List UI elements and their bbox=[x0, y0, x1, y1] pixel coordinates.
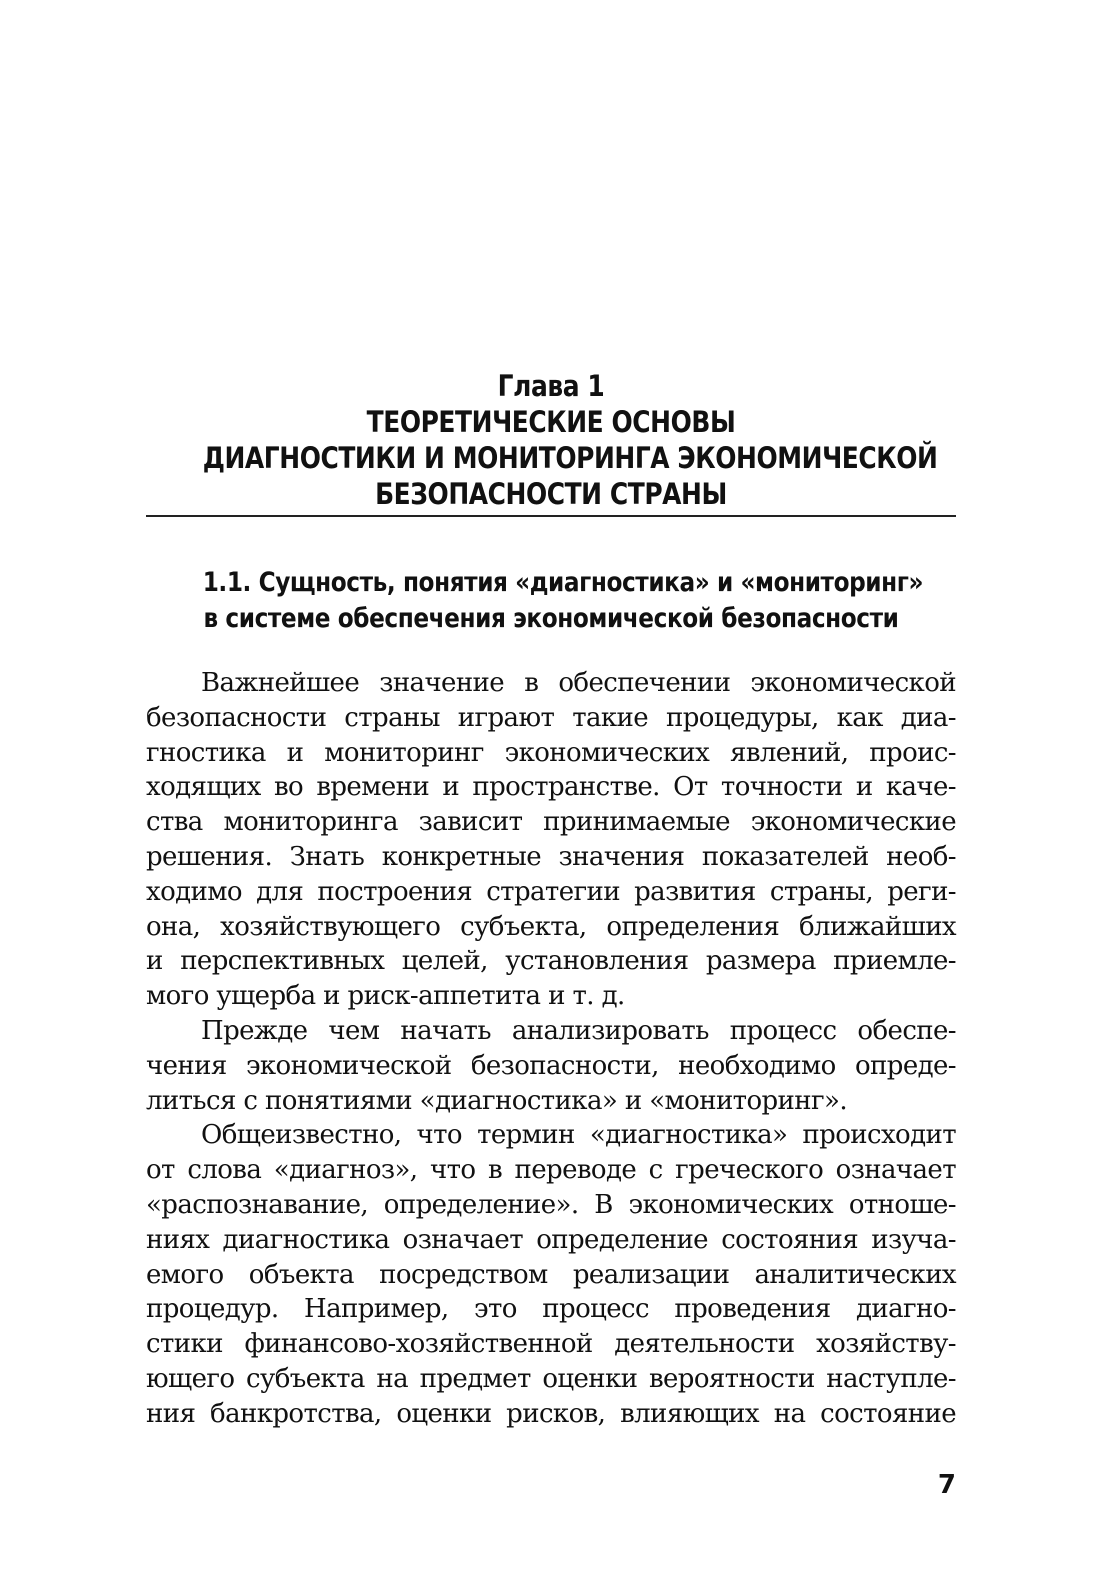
paragraph-line: Важнейшее значение в обеспечении экономической bbox=[201, 668, 956, 698]
paragraph-line: от слова «диагноз», что в переводе с греческого означает bbox=[146, 1155, 956, 1186]
paragraph-line: безопасности страны играют такие процедуры, как диа- bbox=[146, 702, 956, 733]
paragraph-line: «распознавание, определение». В экономических отноше- bbox=[146, 1189, 956, 1220]
heading-divider bbox=[146, 515, 956, 517]
paragraph-line: решения. Знать конкретные значения показателей необ- bbox=[146, 841, 956, 872]
chapter-title-line: ДИАГНОСТИКИ И МОНИТОРИНГА ЭКОНОМИЧЕСКОЙ bbox=[202, 441, 938, 475]
paragraph-line: гностика и мониторинг экономических явлений, проис- bbox=[146, 737, 956, 768]
paragraph-line: и перспективных целей, установления размера приемле- bbox=[146, 946, 956, 977]
paragraph-line: Общеизвестно, что термин «диагностика» происходит bbox=[201, 1120, 956, 1151]
paragraph-line: чения экономической безопасности, необходимо опреде- bbox=[146, 1050, 956, 1081]
paragraph-line: ниях диагностика означает определение состояния изуча- bbox=[146, 1224, 956, 1255]
paragraph-line: ния банкротства, оценки рисков, влияющих на состояние bbox=[146, 1398, 956, 1429]
page-number: 7 bbox=[937, 1470, 956, 1500]
paragraph-line: Прежде чем начать анализировать процесс обеспе- bbox=[201, 1015, 956, 1046]
section-title-line: 1.1. Сущность, понятия «диагностика» и «мониторинг» bbox=[202, 567, 924, 598]
paragraph-line: ходимо для построения стратегии развития страны, реги- bbox=[146, 876, 956, 907]
paragraph-line: литься с понятиями «диагностика» и «мониторинг». bbox=[146, 1085, 848, 1116]
chapter-label: Глава 1 bbox=[497, 369, 605, 403]
paragraph-line: ющего субъекта на предмет оценки вероятности наступле- bbox=[146, 1363, 956, 1394]
chapter-title-line: ТЕОРЕТИЧЕСКИЕ ОСНОВЫ bbox=[366, 405, 736, 439]
paragraph-line: мого ущерба и риск-аппетита и т. д. bbox=[146, 981, 625, 1012]
paragraph-line: стики финансово-хозяйственной деятельности хозяйству- bbox=[146, 1329, 956, 1360]
body-text bbox=[146, 666, 956, 1432]
paragraph-line: ходящих во времени и пространстве. От точности и каче- bbox=[146, 772, 956, 803]
paragraph-line: процедур. Например, это процесс проведения диагно- bbox=[146, 1294, 956, 1325]
chapter-title-line: БЕЗОПАСНОСТИ СТРАНЫ bbox=[375, 477, 727, 511]
section-heading bbox=[202, 565, 924, 637]
chapter-heading bbox=[202, 368, 938, 512]
section-title-line: в системе обеспечения экономической безопасности bbox=[203, 603, 899, 634]
paragraph-line: ства мониторинга зависит принимаемые экономические bbox=[146, 807, 956, 838]
paragraph-line: емого объекта посредством реализации аналитических bbox=[146, 1259, 956, 1290]
paragraph-line: она, хозяйствующего субъекта, определения ближайших bbox=[146, 911, 956, 942]
